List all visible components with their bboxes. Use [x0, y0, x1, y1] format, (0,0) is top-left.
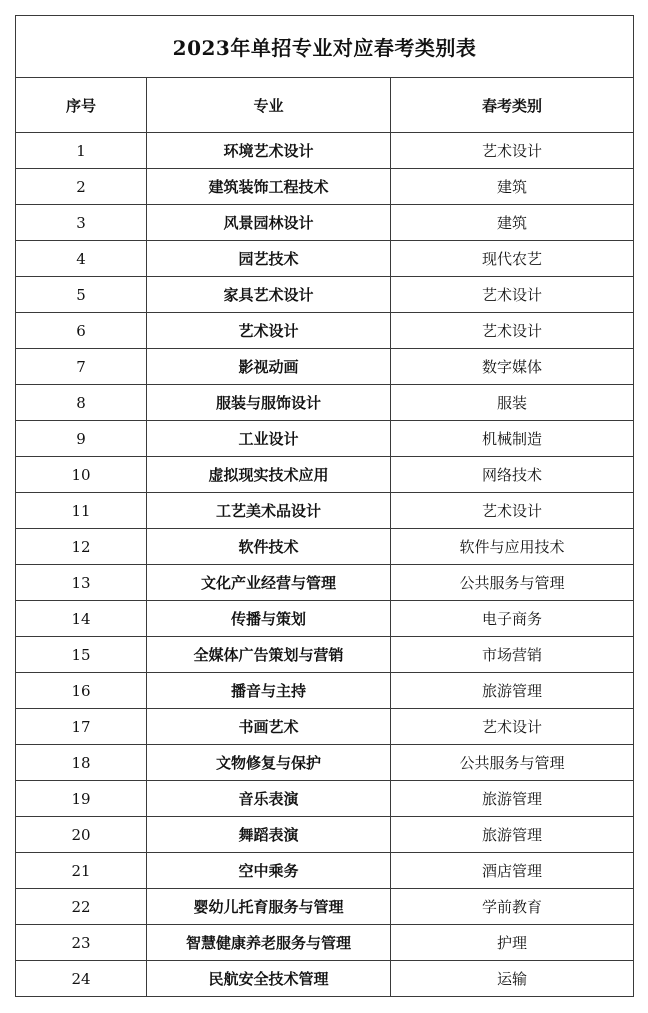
table-row: [16, 889, 634, 925]
row-major: 婴幼儿托育服务与管理: [147, 889, 391, 925]
table-row: [16, 457, 634, 493]
row-category: 市场营销: [391, 637, 634, 673]
table-row: [16, 241, 634, 277]
row-category: 网络技术: [391, 457, 634, 493]
row-major: 园艺技术: [147, 241, 391, 277]
row-major: 音乐表演: [147, 781, 391, 817]
row-category: 建筑: [391, 205, 634, 241]
row-number: 1: [16, 133, 147, 169]
row-category: 公共服务与管理: [391, 745, 634, 781]
row-major: 影视动画: [147, 349, 391, 385]
table-row: [16, 601, 634, 637]
row-category: 数字媒体: [391, 349, 634, 385]
row-number: 3: [16, 205, 147, 241]
table-row: [16, 349, 634, 385]
row-number: 20: [16, 817, 147, 853]
row-major: 服装与服饰设计: [147, 385, 391, 421]
row-major: 工艺美术品设计: [147, 493, 391, 529]
row-category: 艺术设计: [391, 277, 634, 313]
table-row: [16, 529, 634, 565]
table-row: [16, 565, 634, 601]
row-category: 运输: [391, 961, 634, 997]
row-category: 艺术设计: [391, 313, 634, 349]
row-major: 建筑装饰工程技术: [147, 169, 391, 205]
row-major: 艺术设计: [147, 313, 391, 349]
table-row: [16, 493, 634, 529]
row-number: 4: [16, 241, 147, 277]
table-row: [16, 421, 634, 457]
row-major: 家具艺术设计: [147, 277, 391, 313]
row-category: 护理: [391, 925, 634, 961]
table-row: [16, 709, 634, 745]
row-number: 18: [16, 745, 147, 781]
row-number: 11: [16, 493, 147, 529]
row-number: 7: [16, 349, 147, 385]
row-major: 民航安全技术管理: [147, 961, 391, 997]
table-title: 2023年单招专业对应春考类别表: [16, 16, 634, 78]
table-row: [16, 637, 634, 673]
row-major: 虚拟现实技术应用: [147, 457, 391, 493]
row-number: 8: [16, 385, 147, 421]
table-row: [16, 961, 634, 997]
table-row: [16, 925, 634, 961]
row-major: 舞蹈表演: [147, 817, 391, 853]
row-number: 23: [16, 925, 147, 961]
row-category: 电子商务: [391, 601, 634, 637]
table-row: [16, 745, 634, 781]
row-category: 学前教育: [391, 889, 634, 925]
row-category: 旅游管理: [391, 673, 634, 709]
row-number: 15: [16, 637, 147, 673]
table-row: [16, 673, 634, 709]
row-number: 14: [16, 601, 147, 637]
title-row: [16, 16, 634, 78]
table-row: [16, 781, 634, 817]
row-category: 现代农艺: [391, 241, 634, 277]
row-number: 12: [16, 529, 147, 565]
row-category: 软件与应用技术: [391, 529, 634, 565]
row-major: 风景园林设计: [147, 205, 391, 241]
table-body: [16, 133, 634, 997]
table-row: [16, 817, 634, 853]
row-number: 6: [16, 313, 147, 349]
header-category: 春考类别: [391, 78, 634, 133]
table-row: [16, 133, 634, 169]
row-major: 软件技术: [147, 529, 391, 565]
row-number: 24: [16, 961, 147, 997]
header-no: 序号: [16, 78, 147, 133]
row-category: 酒店管理: [391, 853, 634, 889]
row-number: 19: [16, 781, 147, 817]
row-number: 22: [16, 889, 147, 925]
row-number: 2: [16, 169, 147, 205]
table-row: [16, 313, 634, 349]
row-number: 5: [16, 277, 147, 313]
row-number: 17: [16, 709, 147, 745]
major-category-table: [15, 15, 634, 997]
row-category: 艺术设计: [391, 133, 634, 169]
row-category: 建筑: [391, 169, 634, 205]
row-number: 10: [16, 457, 147, 493]
table-row: [16, 277, 634, 313]
row-category: 公共服务与管理: [391, 565, 634, 601]
row-category: 艺术设计: [391, 709, 634, 745]
row-major: 播音与主持: [147, 673, 391, 709]
header-major: 专业: [147, 78, 391, 133]
row-category: 旅游管理: [391, 817, 634, 853]
row-major: 全媒体广告策划与营销: [147, 637, 391, 673]
row-major: 环境艺术设计: [147, 133, 391, 169]
row-major: 智慧健康养老服务与管理: [147, 925, 391, 961]
row-category: 艺术设计: [391, 493, 634, 529]
row-number: 21: [16, 853, 147, 889]
table-row: [16, 169, 634, 205]
table-row: [16, 853, 634, 889]
row-major: 工业设计: [147, 421, 391, 457]
row-major: 文化产业经营与管理: [147, 565, 391, 601]
header-row: [16, 78, 634, 133]
row-category: 机械制造: [391, 421, 634, 457]
row-major: 文物修复与保护: [147, 745, 391, 781]
row-number: 16: [16, 673, 147, 709]
table-row: [16, 385, 634, 421]
row-category: 旅游管理: [391, 781, 634, 817]
table-row: [16, 205, 634, 241]
row-category: 服装: [391, 385, 634, 421]
row-major: 空中乘务: [147, 853, 391, 889]
row-number: 9: [16, 421, 147, 457]
row-number: 13: [16, 565, 147, 601]
row-major: 书画艺术: [147, 709, 391, 745]
row-major: 传播与策划: [147, 601, 391, 637]
